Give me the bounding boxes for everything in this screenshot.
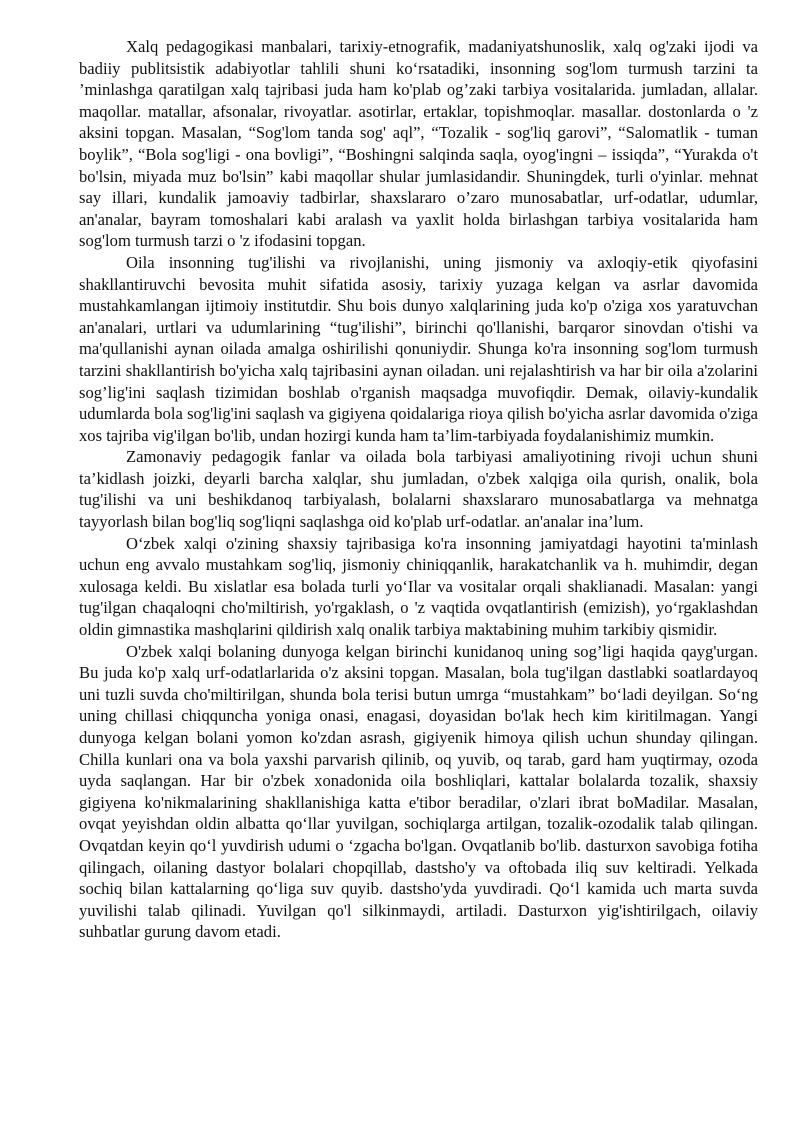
paragraph-family-institution: Oila insonning tug'ilishi va rivojlanishi, uning jismoniy va axloqiy-etik qiyofasini shakllantiruvchi bevosita muhit sifatida asosiy, tarixiy yuzaga kelgan va asrlar davomida mustahkamlangan ijtimoiy institutdir. Shu bois dunyo xalqlarining juda ko'p o'ziga xos yaratuvchan an'analari, urtlari va udumlarining “tug'ilishi”, birinchi qo'llanishi, barqaror sinovdan o'tishi va ma'qullanishi aynan oilada amalga oshirilishi qonuniydir. Shunga ko'ra insonning sog'lom turmush tarzini shakllantirish bo'yicha xalq tajribasini aynan oiladan. uni rejalashtirish va har bir oila a'zolarini sog’lig'ini saqlash tizimidan boshlab o'rganish maqsadga muvofiqdir. Demak, oilaviy-kundalik udumlarda bola sog'lig'ini saqlash va gigiyena qoidalariga rioya qilish bo'yicha asrlar davomida o'ziga xos tajriba vig'ilgan bo'lib, undan hozirgi kunda ham ta’lim-tarbiyada foydalanishimiz mumkin. [79, 252, 758, 445]
paragraph-child-health-customs: O'zbek xalqi bolaning dunyoga kelgan birinchi kunidanoq uning sog’ligi haqida qayg'urgan. Bu juda ko'p xalq urf-odatlarlarida o'z aksini topgan. Masalan, bola tug'ilgan dastlabki soatlardayoq uni tuzli suvda cho'miltirilgan, shunda bola terisi butun umrga “mustahkam” boʻladi deyilgan. Soʻng uning chillasi chiqquncha yoniga onasi, enagasi, doyasidan bo'lak hech kim kiritilmagan. Yangi dunyoga kelgan bolani yomon ko'zdan asrash, gigiyenik himoya qilish uchun shunday qilingan. Chilla kunlari ona va bola yaxshi parvarish qilinib, oq yuvib, oq tarab, gard ham yuqtirmay, ozoda uyda saqlangan. Har bir o'zbek xonadonida oila boshliqlari, kattalar bolalarda tozalik, shaxsiy gigiyena ko'nikmalarining shakllanishiga katta e'tibor beradilar, o'zlari ibrat boMadilar. Masalan, ovqat yeyishdan oldin albatta qoʻllar yuvilgan, sochiqlarga artilgan, tozalik-ozodalik talab qilingan. Ovqatdan keyin qoʻl yuvdirish udumi o ‘zgacha bo'lgan. Ovqatlanib bo'lib. dasturxon savobiga fotiha qilingach, oilaning dastyor bolalari chopqillab, dastsho'y va oftobada iliq suv keltiradi. Yelkada sochiq bilan kattalarning qoʻliga suv quyib. dastsho'yda yuvdiradi. Qoʻl kamida uch marta suvda yuvilishi talab qilinadi. Yuvilgan qo'l silkinmaydi, artiladi. Dasturxon yig'ishtirilgach, oilaviy suhbatlar gurung davom etadi. [79, 641, 758, 942]
paragraph-uzbek-experience: Oʻzbek xalqi o'zining shaxsiy tajribasiga ko'ra insonning jamiyatdagi hayotini ta'minlash uchun eng avvalo mustahkam sog'liq, jismoniy chiniqqanlik, harakatchanlik va h. muhimdir, degan xulosaga keldi. Bu xislatlar esa bolada turli yoʻIlar va vositalar orqali shaklianadi. Masalan: yangi tug'ilgan chaqaloqni cho'miltirish, yo'rgaklash, o 'z vaqtida ovqatlantirish (emizish), yoʻrgaklashdan oldin gimnastika mashqlarini qildirish xalq onalik tarbiya maktabining muhim tarkibiy qismidir. [79, 533, 758, 640]
paragraph-folk-pedagogy-sources: Xalq pedagogikasi manbalari, tarixiy-etnografik, madaniyatshunoslik, xalq og'zaki ijodi va badiiy publitsistik adabiyotlar tahlili shuni koʻrsatadiki, insonning sog'lom turmush tarzini ta ’minlashga qaratilgan xalq tajribasi juda ham ko'plab og’zaki tarbiya vositalarida. jumladan, allalar. maqollar. matallar, afsonalar, rivoyatlar. asotirlar, ertaklar, topishmoqlar. masallar. dostonlarda o 'z aksini topgan. Masalan, “Sog'lom tanda sog' aql”, “Tozalik - sog'liq garovi”, “Salomatlik - tuman boylik”, “Bola sog'ligi - ona bovligi”, “Boshingni salqinda saqla, oyog'ingni – issiqda”, “Yurakda o't bo'lsin, miyada muz bo'lsin” kabi maqollar shular jumlasidandir. Shuningdek, turli o'yinlar. mehnat say illari, kundalik jamoaviy tadbirlar, shaxslararo o’zaro munosabatlar, urf-odatlar, udumlar, an'analar, bayram tomoshalari kabi aralash va yaxlit holda birlashgan tarbiya vositalarida ham sog'lom turmush tarzi o 'z ifodasini topgan. [79, 37, 758, 251]
paragraph-modern-pedagogy: Zamonaviy pedagogik fanlar va oilada bola tarbiyasi amaliyotining rivoji uchun shuni ta’kidlash joizki, deyarli barcha xalqlar, shu jumladan, o'zbek xalqiga oila qurish, onalik, bola tug'ilishi va uni beshikdanoq tarbiyalash, bolalarni shaxslararo munosabatlarga va mehnatga tayyorlash bilan bog'liq sog'liqni saqlashga oid ko'plab urf-odatlar. an'analar ina’lum. [79, 447, 758, 532]
